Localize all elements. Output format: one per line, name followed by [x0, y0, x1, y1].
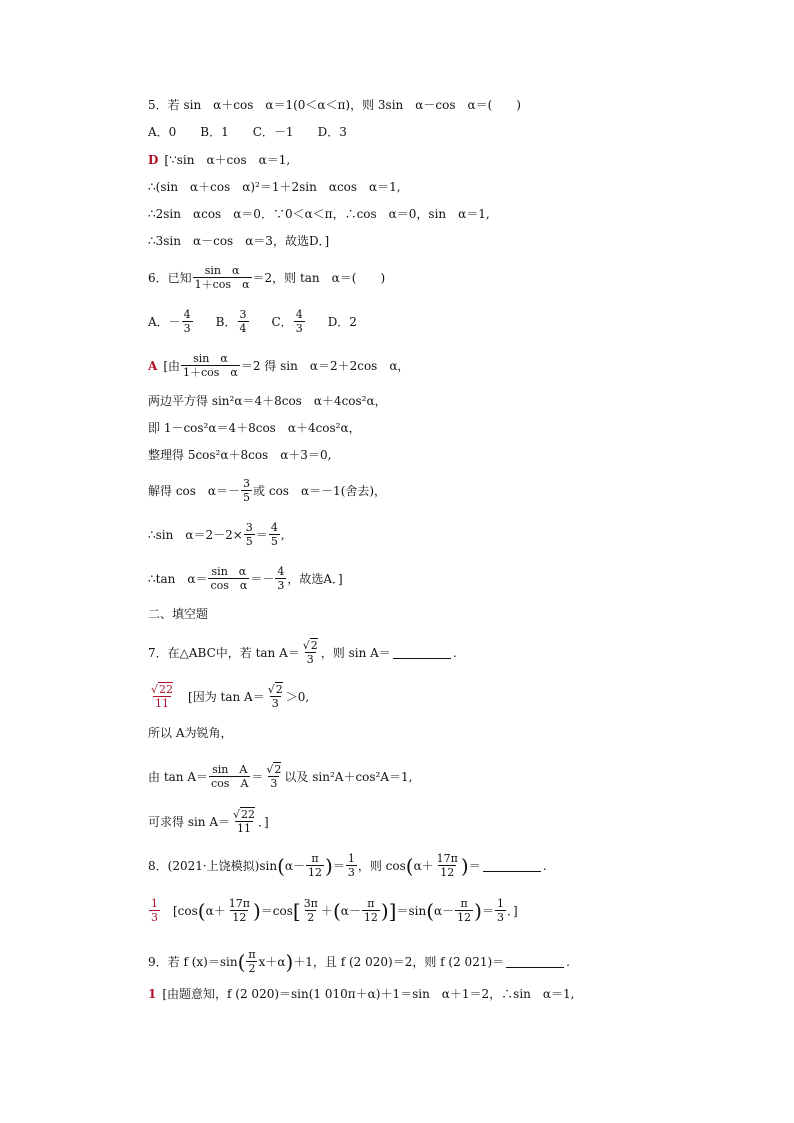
q8-sol-e-num: 1: [496, 897, 504, 910]
q6-sol1-num: sin α: [193, 352, 228, 365]
q7-stem: [148, 639, 457, 666]
q8-stem-v-den: 3: [347, 866, 355, 879]
q5-options: [148, 124, 347, 140]
q8-ans-num: 1: [151, 897, 158, 910]
q8-ans-den: 3: [151, 911, 158, 924]
q7-sol3-den2: 3: [270, 777, 278, 790]
q6-sol1-den: 1＋cos α: [183, 366, 238, 379]
q6-sol6-den1: 5: [245, 535, 253, 548]
q8-stem-pi-frac: [306, 852, 324, 879]
q8-stem-pre: 8．(2021·上饶模拟)sin: [148, 858, 278, 873]
q7-stem-pre: 7．在△ABC中，若 tan A＝: [148, 645, 300, 660]
q8-sol-in1: α＋: [205, 903, 226, 918]
q8-sol-a-num: 17π: [228, 897, 250, 910]
q7-sol3-pre: 由 tan A＝: [148, 769, 209, 784]
q9-stem: 9．若 f (x)＝sin ( $\frac{\pi}{2}$ x＋α ) ＋1，且 f (2 020)＝2，则 f (2 021)＝ .: [148, 948, 570, 975]
q6-solution-7: [148, 565, 343, 592]
q6-stem: [148, 264, 385, 291]
q8-sol-pre: [cos: [173, 903, 198, 918]
q6-sol7-num2: 4: [277, 565, 285, 578]
q8-sol-plus: ＋: [320, 903, 333, 918]
q6-sol7-num1: sin α: [211, 565, 247, 578]
q7-sol4-post: ．]: [258, 814, 269, 829]
q6-sol6-mid: ＝: [255, 527, 268, 542]
q8-stem-pi2-frac: [435, 852, 460, 879]
q6-sol4: 整理得 5cos²α＋8cos α＋3＝0,: [148, 448, 332, 462]
q7-sol3-frac1: [209, 763, 250, 790]
q6-sol6-num2: 4: [270, 521, 278, 534]
q6-sol1-pre: [由: [163, 358, 180, 373]
q6-sol3: 即 1－cos²α＝4＋8cos α＋4cos²α，: [148, 421, 361, 435]
q7-answer-blank[interactable]: [393, 646, 451, 659]
q8-sol-d-frac: [455, 897, 473, 924]
q6-sol6-num1: 3: [245, 521, 253, 534]
q9-stem-end: .: [566, 954, 570, 969]
q6-optD: D．2: [327, 314, 357, 329]
q6-solution-5: [148, 477, 386, 504]
q7-stem-end: .: [452, 645, 457, 660]
q8-sol-d-num: π: [460, 897, 468, 910]
q6-optC-num: 4: [295, 308, 303, 321]
q9-stem-post: ＋1，且 f (2 020)＝2，则 f (2 021)＝: [293, 954, 505, 969]
q6-sol7-pre: ∴tan α＝: [148, 571, 208, 586]
q6-fraction: [193, 264, 252, 291]
q6-optA-label: A．－: [148, 314, 181, 329]
q5-sol1: [∵sin α＋cos α＝1,: [164, 153, 291, 167]
q9-solution: [148, 986, 574, 1002]
q8-sol-c-frac: [362, 897, 380, 924]
q8-answer: [149, 897, 160, 924]
q8-stem-pi2-num: 17π: [436, 852, 458, 865]
q9-sol: [由题意知，f (2 020)＝sin(1 010π＋α)＋1＝sin α＋1＝2，∴sin α＝1,: [162, 987, 575, 1001]
q6-solution-6: [148, 521, 285, 548]
q8-solution: $\frac{1}{3}$ [cos ( α＋ $\frac{17\pi}{12}$ ) ＝cos [ $\frac{3\pi}{2}$ ＋ ( α－ $\frac{\pi}{12}$ )] ＝sin ( α－ $\frac{\pi}{12}$ ) ＝ $\frac{1}{3}$ ．]: [151, 897, 518, 924]
q8-stem-end: .: [542, 858, 547, 873]
q8-sol-eq1: ＝cos: [260, 903, 293, 918]
q6-solution-3: [148, 420, 361, 436]
q8-stem-pi2-den: 12: [440, 866, 455, 879]
q6-sol5-post: 或 cos α＝－1(舍去)，: [253, 483, 387, 498]
q7-sol1-frac: [266, 683, 285, 710]
q8-stem-post: ＝: [468, 858, 481, 873]
q7-stem-frac: [301, 639, 320, 666]
q8-answer-blank[interactable]: [483, 859, 541, 872]
q6-sol6-pre: ∴sin α＝2－2×: [148, 527, 243, 542]
q8-sol-b-frac: [302, 897, 320, 924]
q6-stem-pre: 6．已知: [148, 270, 192, 285]
q5-sol4: ∴3sin α－cos α＝3，故选D．]: [148, 234, 330, 248]
q8-stem-mid: ＝: [332, 858, 345, 873]
q6-sol7-den1: cos α: [210, 579, 248, 592]
q8-stem-v-num: 1: [347, 852, 355, 865]
q9-answer: 1: [148, 987, 157, 1001]
q7-ans-den: 11: [155, 697, 169, 710]
q8-stem-pi-den: 12: [308, 866, 322, 879]
q7-sol3-den: cos A: [211, 777, 249, 790]
q8-stem-in2: α＋: [413, 858, 434, 873]
q7-stem-post: ，则 sin A＝: [320, 645, 391, 660]
q9-stem-num: π: [248, 948, 256, 961]
q7-sol4-frac: [231, 808, 257, 835]
q7-solution-1: [148, 683, 309, 710]
q5-solution-1: [148, 152, 290, 168]
q6-sol1-frac: [181, 352, 240, 379]
q7-solution-4: [148, 808, 269, 835]
q6-sol2: 两边平方得 sin²α＝4＋8cos α＋4cos²α，: [148, 394, 387, 408]
q8-stem-in1: α－: [284, 858, 305, 873]
q8-sol-post: ．]: [506, 903, 518, 918]
q8-sol-c-den: 12: [363, 911, 378, 924]
q6-sol5-pre: 解得 cos α＝－: [148, 483, 241, 498]
q9-answer-blank[interactable]: [506, 955, 564, 968]
q6-optC-den: 3: [295, 322, 303, 335]
q6-stem-post: ＝2，则 tan α＝( ): [252, 270, 386, 285]
q6-options: [148, 308, 357, 335]
q7-solution-3: [148, 763, 412, 790]
q8-stem-mid2: ，则 cos: [357, 858, 406, 873]
q8-sol-eq3: ＝: [481, 903, 494, 918]
q5-stem: [148, 97, 521, 113]
q8-stem: 8．(2021·上饶模拟)sin ( α－ $\frac{\pi}{12}$ ) ＝ $\frac{1}{3}$ ，则 cos ( α＋ $\frac{17\pi}{12}$ ) ＝ .: [148, 852, 547, 879]
q6-optB-frac: [238, 308, 249, 335]
sqrt-icon: √22: [151, 683, 174, 696]
q8-sol-b-den: 2: [307, 911, 315, 924]
q5-sol3: ∴2sin αcos α＝0．∵0＜α＜π，∴cos α＝0，sin α＝1,: [148, 207, 490, 221]
q6-sol6-den2: 5: [270, 535, 278, 548]
q6-sol7-frac1: [208, 565, 249, 592]
q7-solution-2: [148, 725, 232, 741]
q5-solution-4: [148, 233, 329, 249]
q5-solution-2: [148, 179, 401, 195]
q7-sol3-mid: ＝: [251, 769, 264, 784]
q8-sol-a-frac: [227, 897, 252, 924]
q6-frac-den: 1＋cos α: [194, 278, 250, 291]
q7-stem-den: 3: [306, 653, 314, 666]
q6-sol7-den2: 3: [277, 579, 285, 592]
q6-sol7-mid: ＝－: [250, 571, 275, 586]
sqrt-icon: √22: [233, 808, 256, 821]
q9-stem-frac: [246, 948, 257, 975]
q6-solution-2: [148, 393, 387, 409]
q6-optB-den: 4: [239, 322, 247, 335]
q6-optA-frac: [182, 308, 193, 335]
q7-sol3-frac2: [264, 763, 283, 790]
q8-sol-e-frac: [495, 897, 506, 924]
q7-sol2: 所以 A为锐角，: [148, 726, 233, 740]
sqrt-icon: √2: [302, 639, 318, 652]
q7-ans-rad: 22: [159, 683, 174, 696]
q9-stem-den: 2: [248, 962, 256, 975]
sqrt-icon: √2: [266, 763, 282, 776]
q9-stem-pre: 9．若 f (x)＝sin: [148, 954, 238, 969]
q7-sol4-rad: 22: [241, 808, 256, 821]
q6-optC-label: C．: [271, 314, 293, 329]
q6-optB-label: B．: [215, 314, 237, 329]
q6-frac-num: sin α: [204, 264, 240, 277]
q7-sol1-rad: 2: [275, 683, 283, 696]
q8-sol-eq2: ＝sin: [396, 903, 427, 918]
q8-stem-pi-num: π: [311, 852, 319, 865]
q6-sol6-frac1: [244, 521, 255, 548]
q6-sol6-frac2: [269, 521, 280, 548]
q6-sol5-den: 5: [243, 491, 251, 504]
q6-optB-num: 3: [239, 308, 247, 321]
q8-sol-b-num: 3π: [303, 897, 318, 910]
q8-stem-value-frac: [346, 852, 357, 879]
q7-answer: [149, 683, 175, 710]
q8-sol-e-den: 3: [496, 911, 504, 924]
q6-answer: A: [148, 358, 158, 373]
q7-sol1-pre: [因为 tan A＝: [188, 689, 265, 704]
q6-optA-den: 3: [183, 322, 191, 335]
q6-sol1-post: ＝2 得 sin α＝2＋2cos α，: [240, 358, 410, 373]
q6-sol5-num: 3: [243, 477, 251, 490]
q6-solution-4: [148, 447, 331, 463]
q7-sol4-pre: 可求得 sin A＝: [148, 814, 231, 829]
section-heading-text: 二、填空题: [148, 607, 209, 621]
q6-sol5-frac: [241, 477, 252, 504]
q7-sol4-den: 11: [237, 822, 252, 835]
q6-solution-1: [148, 352, 409, 379]
q5-options-text: A．0 B．1 C．－1 D．3: [148, 125, 347, 139]
q5-answer: D: [148, 153, 159, 167]
q6-sol6-post: ,: [280, 527, 285, 542]
q7-sol3-num: sin A: [212, 763, 248, 776]
q8-sol-a-den: 12: [232, 911, 247, 924]
q6-sol7-frac2: [275, 565, 286, 592]
q8-sol-in3: α－: [434, 903, 455, 918]
q6-sol7-post: ，故选A．]: [287, 571, 343, 586]
q6-optA-num: 4: [183, 308, 191, 321]
q7-sol3-post: 以及 sin²A＋cos²A＝1,: [284, 769, 413, 784]
q8-sol-d-den: 12: [457, 911, 472, 924]
q7-sol1-post: ＞0,: [285, 689, 310, 704]
section-heading: [148, 606, 208, 622]
q7-sol3-rad: 2: [274, 763, 282, 776]
q8-sol-c-num: π: [367, 897, 375, 910]
q8-sol-in2: α－: [340, 903, 361, 918]
q5-solution-3: [148, 206, 490, 222]
q7-stem-rad: 2: [310, 639, 318, 652]
q6-optC-frac: [294, 308, 305, 335]
sqrt-icon: √2: [267, 683, 283, 696]
q5-sol2: ∴(sin α＋cos α)²＝1＋2sin αcos α＝1,: [148, 180, 401, 194]
q5-stem-text: 5．若 sin α＋cos α＝1(0＜α＜π)，则 3sin α－cos α＝( ): [148, 98, 521, 112]
q7-sol1-den: 3: [271, 697, 279, 710]
q9-stem-in: x＋α: [258, 954, 286, 969]
